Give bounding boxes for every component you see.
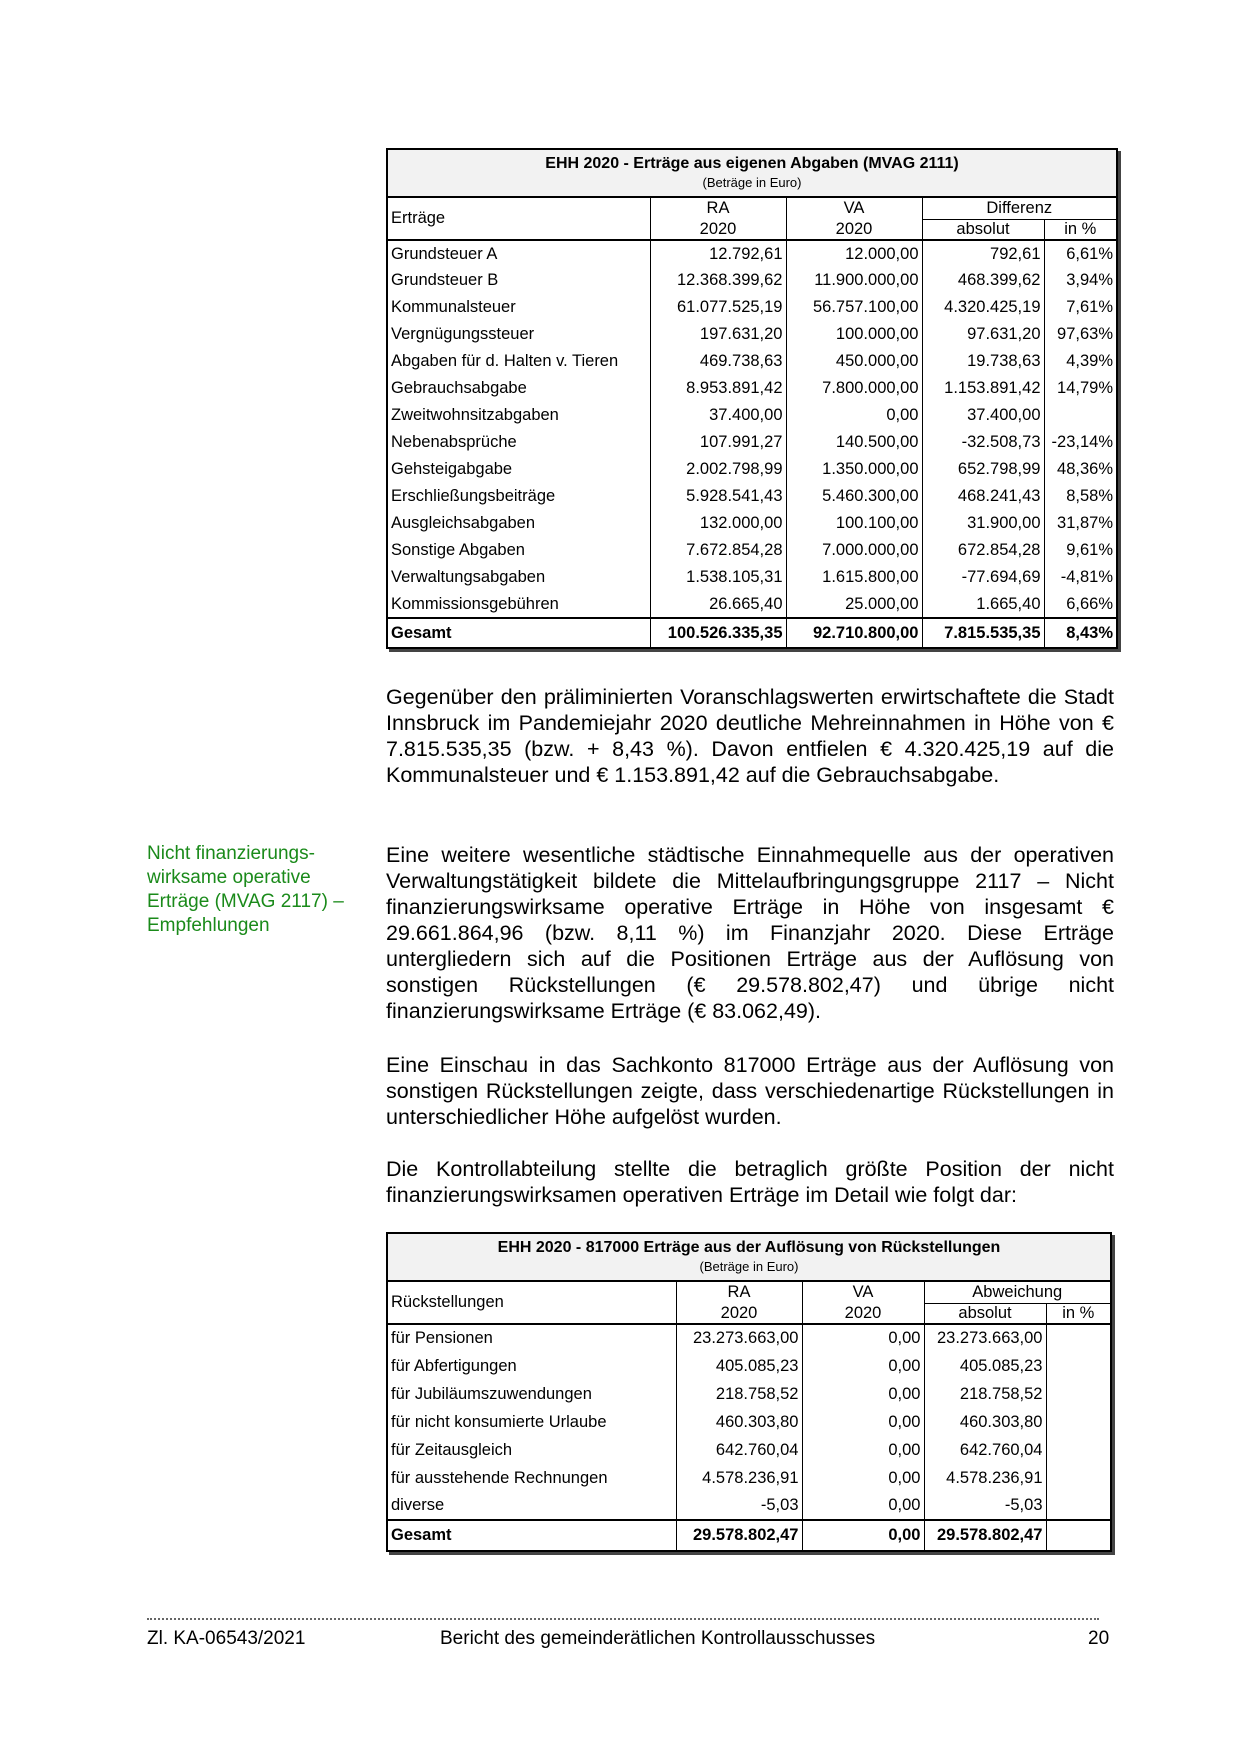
- cell-abs: 37.400,00: [922, 402, 1044, 429]
- cell-abs: 460.303,80: [924, 1408, 1046, 1436]
- cell-pct: 14,79%: [1044, 375, 1116, 402]
- cell-pct: 7,61%: [1044, 294, 1116, 321]
- table-row: [388, 294, 1116, 321]
- table-row: [388, 510, 1116, 537]
- cell-pct: 3,94%: [1044, 267, 1116, 294]
- cell-ra: 61.077.525,19: [650, 294, 786, 321]
- cell-name: Erschließungsbeiträge: [391, 487, 556, 505]
- cell-pct: 9,61%: [1044, 537, 1116, 564]
- cell-va: 100.000,00: [786, 321, 922, 348]
- total-row: [388, 1520, 1110, 1550]
- cell-abs: 4.578.236,91: [924, 1464, 1046, 1492]
- table-row: [388, 537, 1116, 564]
- cell-ra: 2.002.798,99: [650, 456, 786, 483]
- cell-name: für ausstehende Rechnungen: [391, 1468, 608, 1487]
- column-header-va: VA: [802, 1282, 924, 1303]
- cell-pct: 48,36%: [1044, 456, 1116, 483]
- cell-name: für Abfertigungen: [391, 1356, 517, 1375]
- footer-title: Bericht des gemeinderätlichen Kontrollausschusses: [440, 1628, 876, 1649]
- cell-va: 1.350.000,00: [786, 456, 922, 483]
- cell-abs: 19.738,63: [922, 348, 1044, 375]
- cell-pct: 6,66%: [1044, 591, 1116, 618]
- cell-abs: 468.241,43: [922, 483, 1044, 510]
- cell-abs: 405.085,23: [924, 1352, 1046, 1380]
- cell-name: Vergnügungssteuer: [391, 325, 535, 343]
- cell-name: Abgaben für d. Halten v. Tieren: [391, 352, 619, 370]
- table-row: [388, 1492, 1110, 1520]
- cell-pct: [1046, 1464, 1110, 1492]
- table-row: [388, 1324, 1110, 1352]
- cell-abs: -32.508,73: [922, 429, 1044, 456]
- table-header-box: [388, 150, 1116, 198]
- paragraph-3: Eine Einschau in das Sachkonto 817000 Erträge aus der Auflösung von sonstigen Rückstellungen zeigte, dass verschiedenartige Rückstellungen in unterschiedlicher Höhe aufgelöst wurden.: [386, 1053, 1114, 1129]
- column-header-diff: Differenz: [922, 198, 1116, 219]
- cell-va: 7.000.000,00: [786, 537, 922, 564]
- cell-ra: 5.928.541,43: [650, 483, 786, 510]
- total-ra: 100.526.335,35: [650, 618, 786, 647]
- table-title: EHH 2020 - Erträge aus eigenen Abgaben (MVAG 2111): [545, 155, 959, 172]
- table-row: [388, 456, 1116, 483]
- total-va: 92.710.800,00: [786, 618, 922, 647]
- cell-abs: 218.758,52: [924, 1380, 1046, 1408]
- total-name: Gesamt: [388, 618, 650, 647]
- table-row: [388, 267, 1116, 294]
- column-header-label: Erträge: [388, 198, 650, 240]
- cell-ra: -5,03: [676, 1492, 802, 1520]
- cell-pct: -23,14%: [1044, 429, 1116, 456]
- cell-pct: 4,39%: [1044, 348, 1116, 375]
- cell-ra: 405.085,23: [676, 1352, 802, 1380]
- paragraph-1: Gegenüber den präliminierten Voranschlagswerten erwirtschaftete die Stadt Innsbruck im Pandemiejahr 2020 deutliche Mehreinnahmen in Höhe von € 7.815.535,35 (bzw. + 8,43 %). Davon entfielen € 4.320.425,19 auf die Kommunalsteuer und € 1.153.891,42 auf die Gebrauchsabgabe.: [386, 685, 1114, 787]
- cell-pct: [1046, 1380, 1110, 1408]
- cell-ra: 642.760,04: [676, 1436, 802, 1464]
- table-row: [388, 1436, 1110, 1464]
- cell-ra: 107.991,27: [650, 429, 786, 456]
- cell-ra: 23.273.663,00: [676, 1324, 802, 1352]
- cell-ra: 26.665,40: [650, 591, 786, 618]
- cell-abs: 1.153.891,42: [922, 375, 1044, 402]
- footer-reference: Zl. KA-06543/2021: [147, 1628, 306, 1649]
- cell-ra: 1.538.105,31: [650, 564, 786, 591]
- cell-name: Sonstige Abgaben: [391, 541, 525, 559]
- total-abs: 7.815.535,35: [922, 618, 1044, 647]
- cell-name: Gehsteigabgabe: [391, 460, 513, 478]
- table-subtitle: (Beträge in Euro): [702, 175, 802, 190]
- cell-abs: 1.665,40: [922, 591, 1044, 618]
- table-title: EHH 2020 - 817000 Erträge aus der Auflösung von Rückstellungen: [497, 1239, 1001, 1256]
- margin-note-line: Erträge (MVAG 2117) –: [147, 891, 344, 912]
- column-header-diff: Abweichung: [924, 1282, 1110, 1303]
- table-row: [388, 1352, 1110, 1380]
- margin-note: [147, 842, 377, 938]
- cell-va: 450.000,00: [786, 348, 922, 375]
- cell-name: für Zeitausgleich: [391, 1440, 513, 1459]
- cell-abs: 23.273.663,00: [924, 1324, 1046, 1352]
- cell-abs: 4.320.425,19: [922, 294, 1044, 321]
- cell-ra: 197.631,20: [650, 321, 786, 348]
- table-header-box: [388, 1234, 1110, 1282]
- column-header-year-va: 2020: [802, 1303, 924, 1324]
- cell-pct: [1046, 1436, 1110, 1464]
- total-pct: 8,43%: [1044, 618, 1116, 647]
- total-row: [388, 618, 1116, 647]
- total-va: 0,00: [802, 1520, 924, 1550]
- cell-ra: 460.303,80: [676, 1408, 802, 1436]
- table-row: [388, 591, 1116, 618]
- paragraph-4: Die Kontrollabteilung stellte die betraglich größte Position der nicht finanzierungswirksamen operativen Erträge im Detail wie folgt dar:: [386, 1157, 1114, 1207]
- cell-pct: 6,61%: [1044, 240, 1116, 267]
- cell-va: 0,00: [802, 1324, 924, 1352]
- cell-name: für Pensionen: [391, 1329, 493, 1347]
- cell-pct: [1044, 402, 1116, 429]
- total-abs: 29.578.802,47: [924, 1520, 1046, 1550]
- cell-va: 0,00: [802, 1408, 924, 1436]
- column-header-pct: in %: [1044, 219, 1116, 240]
- revenue-own-levies-table: [386, 148, 1118, 649]
- cell-ra: 7.672.854,28: [650, 537, 786, 564]
- cell-va: 100.100,00: [786, 510, 922, 537]
- column-header-absolut: absolut: [924, 1303, 1046, 1324]
- cell-pct: [1046, 1324, 1110, 1352]
- column-header-va: VA: [786, 198, 922, 219]
- total-pct: [1046, 1520, 1110, 1550]
- cell-name: Kommunalsteuer: [391, 298, 516, 316]
- total-name: Gesamt: [388, 1520, 676, 1550]
- cell-abs: 642.760,04: [924, 1436, 1046, 1464]
- table-row: [388, 564, 1116, 591]
- cell-name: Gebrauchsabgabe: [391, 379, 527, 397]
- table-row: [388, 348, 1116, 375]
- cell-abs: 672.854,28: [922, 537, 1044, 564]
- cell-va: 5.460.300,00: [786, 483, 922, 510]
- cell-ra: 12.792,61: [650, 240, 786, 267]
- cell-name: Zweitwohnsitzabgaben: [391, 406, 559, 424]
- table-row: [388, 429, 1116, 456]
- table-row: [388, 483, 1116, 510]
- cell-pct: [1046, 1408, 1110, 1436]
- cell-pct: [1046, 1492, 1110, 1520]
- cell-va: 1.615.800,00: [786, 564, 922, 591]
- cell-name: Nebenabsprüche: [391, 433, 517, 451]
- cell-va: 11.900.000,00: [786, 267, 922, 294]
- cell-name: Kommissionsgebühren: [391, 594, 559, 613]
- table-row: [388, 1408, 1110, 1436]
- table-row: [388, 1380, 1110, 1408]
- cell-va: 0,00: [802, 1492, 924, 1520]
- cell-va: 0,00: [802, 1380, 924, 1408]
- column-header-year-va: 2020: [786, 219, 922, 240]
- column-header-pct: in %: [1046, 1303, 1110, 1324]
- cell-name: Ausgleichsabgaben: [391, 514, 536, 532]
- column-header-year-ra: 2020: [676, 1303, 802, 1324]
- cell-pct: 31,87%: [1044, 510, 1116, 537]
- cell-name: diverse: [391, 1496, 445, 1514]
- column-header-label: Rückstellungen: [388, 1282, 676, 1324]
- footer-divider: [147, 1618, 1099, 1620]
- cell-ra: 132.000,00: [650, 510, 786, 537]
- cell-va: 25.000,00: [786, 591, 922, 618]
- cell-abs: 792,61: [922, 240, 1044, 267]
- cell-va: 0,00: [802, 1436, 924, 1464]
- cell-name: für nicht konsumierte Urlaube: [391, 1412, 607, 1431]
- footer-page-number: 20: [1088, 1628, 1110, 1649]
- table-subtitle: (Beträge in Euro): [699, 1259, 799, 1274]
- cell-ra: 469.738,63: [650, 348, 786, 375]
- cell-name: Verwaltungsabgaben: [391, 568, 546, 586]
- cell-va: 140.500,00: [786, 429, 922, 456]
- table-row: [388, 1464, 1110, 1492]
- total-ra: 29.578.802,47: [676, 1520, 802, 1550]
- cell-pct: [1046, 1352, 1110, 1380]
- table-row: [388, 240, 1116, 267]
- table-row: [388, 321, 1116, 348]
- margin-note-line: wirksame operative: [147, 867, 311, 888]
- column-header-year-ra: 2020: [650, 219, 786, 240]
- cell-va: 12.000,00: [786, 240, 922, 267]
- margin-note-line: Empfehlungen: [147, 915, 270, 936]
- table-row: [388, 375, 1116, 402]
- provisions-release-table: [386, 1232, 1112, 1552]
- cell-abs: 31.900,00: [922, 510, 1044, 537]
- cell-pct: 8,58%: [1044, 483, 1116, 510]
- paragraph-2: Eine weitere wesentliche städtische Einnahmequelle aus der operativen Verwaltungstätigkeit bildete die Mittelaufbringungsgruppe 2117 – Nicht finanzierungswirksame operative Erträge in Höhe von insgesamt € 29.661.864,96 (bzw. 8,11 %) im Finanzjahr 2020. Diese Erträge untergliedern sich auf die Positionen Erträge aus der Auflösung von sonstigen Rückstellungen (€ 29.578.802,47) und übrige nicht finanzierungswirksame Erträge (€ 83.062,49).: [386, 843, 1114, 1023]
- cell-pct: -4,81%: [1044, 564, 1116, 591]
- cell-abs: 97.631,20: [922, 321, 1044, 348]
- cell-va: 0,00: [786, 402, 922, 429]
- cell-pct: 97,63%: [1044, 321, 1116, 348]
- column-header-ra: RA: [650, 198, 786, 219]
- table-row: [388, 402, 1116, 429]
- cell-ra: 218.758,52: [676, 1380, 802, 1408]
- column-header-absolut: absolut: [922, 219, 1044, 240]
- cell-ra: 4.578.236,91: [676, 1464, 802, 1492]
- margin-note-line: Nicht finanzierungs-: [147, 843, 315, 864]
- cell-name: Grundsteuer A: [391, 244, 498, 263]
- cell-name: Grundsteuer B: [391, 271, 499, 289]
- cell-name: für Jubiläumszuwendungen: [391, 1384, 592, 1403]
- cell-ra: 37.400,00: [650, 402, 786, 429]
- cell-ra: 12.368.399,62: [650, 267, 786, 294]
- cell-abs: -5,03: [924, 1492, 1046, 1520]
- cell-va: 0,00: [802, 1464, 924, 1492]
- cell-abs: 652.798,99: [922, 456, 1044, 483]
- cell-va: 56.757.100,00: [786, 294, 922, 321]
- cell-ra: 8.953.891,42: [650, 375, 786, 402]
- column-header-ra: RA: [676, 1282, 802, 1303]
- cell-abs: -77.694,69: [922, 564, 1044, 591]
- cell-va: 0,00: [802, 1352, 924, 1380]
- cell-abs: 468.399,62: [922, 267, 1044, 294]
- cell-va: 7.800.000,00: [786, 375, 922, 402]
